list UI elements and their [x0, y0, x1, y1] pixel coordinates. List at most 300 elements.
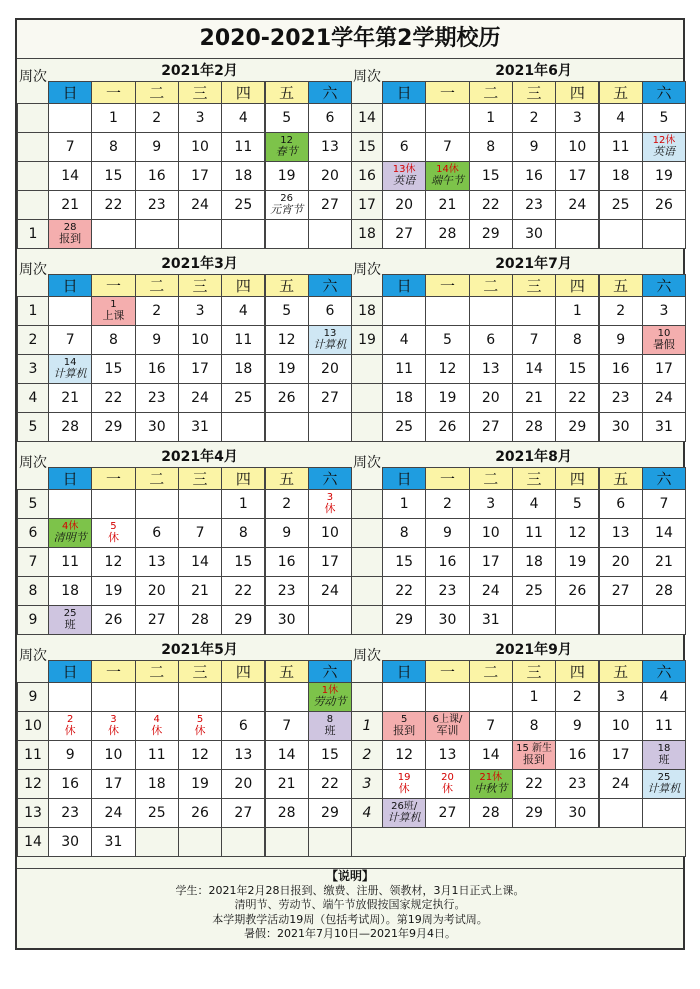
weekday-header: 二 [135, 274, 179, 297]
weekday-header: 四 [555, 274, 599, 297]
day-number: 18 [525, 554, 543, 570]
empty-cell [135, 827, 179, 857]
day-number: 22 [234, 583, 253, 599]
day-number: 14 [481, 747, 500, 763]
day-cell [599, 103, 643, 133]
day-number: 9 [152, 139, 162, 155]
day-cell [425, 354, 469, 384]
week-number [351, 489, 383, 519]
day-cell [135, 296, 179, 326]
day-cell [48, 827, 92, 857]
day-number: 5 [282, 110, 292, 126]
week-number-value: 9 [28, 612, 38, 628]
day-cell [512, 489, 556, 519]
day-number: 5 [659, 110, 669, 126]
day-cell [555, 103, 599, 133]
day-number: 19 [655, 168, 673, 184]
day-number: 2 [282, 496, 292, 512]
day-cell [512, 518, 556, 548]
day-cell-annotated [425, 711, 469, 741]
day-cell [469, 547, 513, 577]
day-cell [308, 605, 352, 635]
day-number: 30 [147, 419, 166, 435]
day-number: 26 [280, 192, 294, 204]
day-number: 26 [104, 612, 123, 628]
day-number: 11 [234, 139, 253, 155]
day-cell [178, 296, 222, 326]
weekday-header: 四 [221, 81, 265, 104]
day-number: 22 [104, 390, 123, 406]
day-note: 计算机 [53, 367, 87, 381]
day-cell [599, 489, 643, 519]
day-cell [599, 682, 643, 712]
day-number: 6 [616, 496, 626, 512]
day-cell [221, 354, 265, 384]
week-number-value: 1 [28, 226, 38, 242]
day-number: 27 [611, 583, 630, 599]
day-cell [599, 798, 643, 828]
day-cell [555, 412, 599, 442]
weekday-header: 三 [178, 81, 222, 104]
day-note: 休 [194, 724, 206, 738]
day-cell [48, 296, 92, 326]
day-cell [555, 383, 599, 413]
week-number-value: 3 [362, 776, 372, 792]
day-cell [135, 325, 179, 355]
week-number [17, 161, 49, 191]
day-cell [512, 161, 556, 191]
day-number: 21 [61, 197, 80, 213]
empty-row [351, 827, 686, 857]
day-cell [265, 161, 309, 191]
weekday-header: 一 [91, 81, 135, 104]
day-cell [48, 412, 92, 442]
day-cell [265, 103, 309, 133]
day-number: 17 [655, 361, 673, 377]
day-cell [91, 325, 135, 355]
day-cell [308, 219, 352, 249]
week-number [351, 711, 383, 741]
day-number: 21 [438, 197, 457, 213]
week-column-label: 周次 [19, 262, 47, 278]
day-cell [555, 518, 599, 548]
day-cell [135, 103, 179, 133]
day-cell [178, 576, 222, 606]
day-cell [599, 354, 643, 384]
day-number: 29 [481, 226, 500, 242]
week-number [17, 798, 49, 828]
day-number: 26 [438, 419, 457, 435]
day-cell [178, 383, 222, 413]
week-number-value: 1 [362, 718, 372, 734]
day-number: 19 [277, 361, 296, 377]
day-number: 13 [323, 327, 337, 339]
day-number: 13 [147, 554, 166, 570]
day-cell [512, 798, 556, 828]
week-number [351, 518, 383, 548]
day-cell [48, 103, 92, 133]
day-note: 英语 [393, 174, 416, 188]
day-number: 15 [568, 361, 587, 377]
week-number [17, 489, 49, 519]
day-note: 报到 [59, 232, 82, 246]
day-number: 18 [61, 583, 80, 599]
day-cell [382, 219, 426, 249]
day-number: 31 [104, 834, 123, 850]
day-cell [48, 489, 92, 519]
day-number: 24 [191, 390, 209, 406]
day-number: 28 [61, 419, 80, 435]
week-number [351, 296, 383, 326]
day-cell [265, 325, 309, 355]
day-number: 2 [529, 110, 539, 126]
day-cell [178, 682, 222, 712]
day-number: 11 [525, 525, 543, 541]
day-number: 5 [110, 520, 117, 532]
day-number: 27 [481, 419, 500, 435]
day-note: 休 [151, 724, 163, 738]
notes-line: 本学期教学活动19周（包括考试周）。第19周为考试周。 [212, 912, 488, 926]
month-title: 2021年4月 [161, 449, 238, 465]
day-cell [599, 711, 643, 741]
weekday-header: 三 [178, 274, 222, 297]
day-number: 8 [326, 713, 334, 725]
day-cell [469, 711, 513, 741]
weekday-header: 日 [48, 467, 92, 490]
day-number: 3 [195, 303, 205, 319]
day-number: 31 [655, 419, 673, 435]
weekday-header: 六 [642, 274, 686, 297]
day-number: 23 [525, 197, 543, 213]
day-number: 29 [321, 805, 339, 821]
day-cell [512, 769, 556, 799]
day-number: 24 [611, 776, 630, 792]
day-cell [221, 518, 265, 548]
week-number [17, 296, 49, 326]
day-cell [221, 576, 265, 606]
day-number: 29 [234, 612, 253, 628]
day-cell [599, 219, 643, 249]
day-number: 30 [438, 612, 457, 628]
day-cell [469, 354, 513, 384]
day-number: 21 [525, 390, 543, 406]
day-number: 2 [442, 496, 452, 512]
day-cell [382, 518, 426, 548]
day-cell [308, 161, 352, 191]
day-cell [91, 605, 135, 635]
day-number: 21 [191, 583, 209, 599]
day-number: 5 [282, 303, 292, 319]
day-cell [135, 219, 179, 249]
weekday-header: 六 [308, 467, 352, 490]
day-number: 8 [108, 332, 118, 348]
day-number: 19 [104, 583, 123, 599]
day-cell [642, 161, 686, 191]
day-number: 28 [481, 805, 500, 821]
day-cell [555, 605, 599, 635]
day-number: 2 [152, 110, 162, 126]
day-cell-annotated [382, 711, 426, 741]
weekday-header: 二 [469, 467, 513, 490]
day-number: 4 [238, 110, 248, 126]
day-number: 22 [395, 583, 414, 599]
day-cell [555, 547, 599, 577]
day-cell [135, 547, 179, 577]
day-cell [91, 354, 135, 384]
day-cell-annotated [642, 740, 686, 770]
day-number: 26 [568, 583, 587, 599]
day-number: 7 [529, 332, 539, 348]
day-cell [308, 103, 352, 133]
day-number: 16 [611, 361, 630, 377]
day-number: 14 [655, 525, 673, 541]
day-number: 22 [568, 390, 587, 406]
weekday-header: 五 [599, 81, 643, 104]
day-cell [135, 354, 179, 384]
day-note: 休 [107, 531, 119, 545]
weekday-header: 二 [135, 660, 179, 683]
day-cell [555, 354, 599, 384]
day-number: 8 [529, 718, 539, 734]
day-cell [512, 103, 556, 133]
week-number-value: 2 [28, 332, 38, 348]
weekday-header: 二 [135, 81, 179, 104]
day-number: 18 [657, 742, 671, 754]
week-column-label: 周次 [19, 455, 47, 471]
day-note: 春节 [275, 145, 298, 159]
day-cell [599, 190, 643, 220]
day-number: 21休 [479, 771, 503, 783]
weekday-header: 四 [221, 274, 265, 297]
day-number: 15 新生 [516, 742, 552, 754]
day-number: 15 [104, 168, 123, 184]
day-cell [555, 190, 599, 220]
week-number [17, 518, 49, 548]
day-number: 3 [616, 689, 626, 705]
day-number: 5 [572, 496, 582, 512]
day-cell [599, 769, 643, 799]
weekday-header: 六 [642, 467, 686, 490]
weekday-header: 三 [178, 467, 222, 490]
day-number: 20 [321, 361, 339, 377]
day-number: 7 [195, 525, 205, 541]
weekday-header: 一 [91, 660, 135, 683]
day-cell [178, 161, 222, 191]
day-cell [642, 103, 686, 133]
day-cell [308, 769, 352, 799]
week-number [351, 103, 383, 133]
day-note: 休 [107, 724, 119, 738]
day-cell [469, 412, 513, 442]
week-number-value: 16 [358, 168, 376, 184]
week-number-value: 4 [28, 390, 38, 406]
day-number: 26班/ [391, 800, 418, 812]
day-number: 25 [657, 771, 671, 783]
empty-cell [221, 827, 265, 857]
day-number: 6 [238, 718, 248, 734]
week-number-value: 14 [24, 834, 42, 850]
day-note: 报到 [393, 724, 416, 738]
day-cell-annotated [308, 489, 352, 519]
week-column-label: 周次 [19, 69, 47, 85]
day-cell [135, 769, 179, 799]
week-number [17, 383, 49, 413]
day-cell [599, 161, 643, 191]
day-cell [178, 798, 222, 828]
day-number: 26 [277, 390, 296, 406]
day-number: 4休 [61, 520, 79, 532]
day-cell [425, 547, 469, 577]
day-cell [425, 798, 469, 828]
day-cell [382, 489, 426, 519]
weekday-header: 三 [178, 660, 222, 683]
day-note: 军训 [436, 724, 459, 738]
week-number [17, 711, 49, 741]
day-cell [599, 740, 643, 770]
day-cell [469, 518, 513, 548]
day-cell-annotated [382, 161, 426, 191]
day-cell [425, 325, 469, 355]
day-cell [178, 103, 222, 133]
day-number: 29 [568, 419, 587, 435]
day-cell [308, 354, 352, 384]
week-number [351, 190, 383, 220]
day-cell-annotated [135, 711, 179, 741]
day-number: 15 [395, 554, 414, 570]
day-cell [469, 383, 513, 413]
weekday-header: 二 [469, 660, 513, 683]
day-cell [48, 383, 92, 413]
day-cell [555, 576, 599, 606]
day-cell [642, 296, 686, 326]
day-cell-annotated [91, 518, 135, 548]
day-cell [265, 296, 309, 326]
week-number-value: 18 [358, 226, 376, 242]
week-column-label: 周次 [353, 455, 381, 471]
weekday-header: 六 [308, 81, 352, 104]
day-cell-annotated [48, 605, 92, 635]
day-number: 4 [659, 689, 669, 705]
month-title: 2021年6月 [495, 63, 572, 79]
day-cell [265, 354, 309, 384]
day-note: 计算机 [647, 782, 681, 796]
weekday-header: 三 [512, 274, 556, 297]
empty-cell [265, 827, 309, 857]
day-cell [135, 161, 179, 191]
day-number: 16 [277, 554, 296, 570]
week-number-value: 8 [28, 583, 38, 599]
day-number: 12休 [652, 134, 676, 146]
day-cell [221, 769, 265, 799]
day-cell [469, 682, 513, 712]
week-number-value: 3 [28, 361, 38, 377]
day-cell [469, 798, 513, 828]
day-number: 6 [399, 139, 409, 155]
day-number: 24 [481, 583, 500, 599]
day-cell [221, 798, 265, 828]
day-cell [425, 383, 469, 413]
day-cell [642, 489, 686, 519]
weekday-header: 一 [425, 81, 469, 104]
day-number: 23 [147, 390, 166, 406]
day-cell [425, 412, 469, 442]
day-cell-annotated [642, 769, 686, 799]
day-number: 13 [438, 747, 457, 763]
day-number: 24 [104, 805, 123, 821]
day-cell [382, 412, 426, 442]
day-cell [469, 576, 513, 606]
day-cell [642, 412, 686, 442]
day-cell [178, 412, 222, 442]
day-number: 18 [234, 168, 253, 184]
day-cell [135, 383, 179, 413]
weekday-header: 日 [382, 467, 426, 490]
week-number [17, 769, 49, 799]
week-number [351, 798, 383, 828]
page-title: 2020-2021学年第2学期校历 [17, 20, 683, 59]
day-cell [555, 219, 599, 249]
day-cell [308, 740, 352, 770]
day-number: 9 [616, 332, 626, 348]
day-number: 8 [399, 525, 409, 541]
day-cell [555, 798, 599, 828]
day-number: 3 [110, 713, 117, 725]
day-number: 20 [441, 771, 454, 783]
day-cell [178, 547, 222, 577]
weekday-header: 日 [382, 660, 426, 683]
week-column-label: 周次 [353, 69, 381, 85]
day-number: 12 [277, 332, 296, 348]
day-note: 端午节 [430, 174, 464, 188]
day-number: 14 [61, 168, 80, 184]
day-cell [425, 190, 469, 220]
day-cell [91, 576, 135, 606]
day-number: 8 [486, 139, 496, 155]
day-number: 30 [568, 805, 587, 821]
day-cell [178, 219, 222, 249]
day-cell-annotated [469, 769, 513, 799]
day-number: 17 [321, 554, 339, 570]
day-cell [469, 296, 513, 326]
day-cell [599, 412, 643, 442]
day-number: 13休 [392, 163, 416, 175]
day-number: 1 [238, 496, 248, 512]
day-cell-annotated [512, 740, 556, 770]
day-number: 10 [321, 525, 339, 541]
day-number: 27 [395, 226, 414, 242]
day-number: 31 [191, 419, 209, 435]
day-number: 14 [525, 361, 543, 377]
week-number [17, 132, 49, 162]
day-number: 7 [659, 496, 669, 512]
day-note: 中秋节 [474, 782, 508, 796]
week-number-value: 15 [358, 139, 376, 155]
day-number: 19 [191, 776, 209, 792]
week-number [351, 682, 383, 712]
day-number: 26 [191, 805, 209, 821]
day-number: 3 [572, 110, 582, 126]
day-cell [642, 190, 686, 220]
day-cell [382, 576, 426, 606]
day-cell-annotated [91, 296, 135, 326]
day-number: 7 [65, 139, 75, 155]
day-number: 29 [525, 805, 543, 821]
week-number [351, 576, 383, 606]
day-cell [599, 518, 643, 548]
day-number: 30 [61, 834, 80, 850]
day-note: 劳动节 [313, 695, 347, 709]
day-number: 24 [568, 197, 587, 213]
